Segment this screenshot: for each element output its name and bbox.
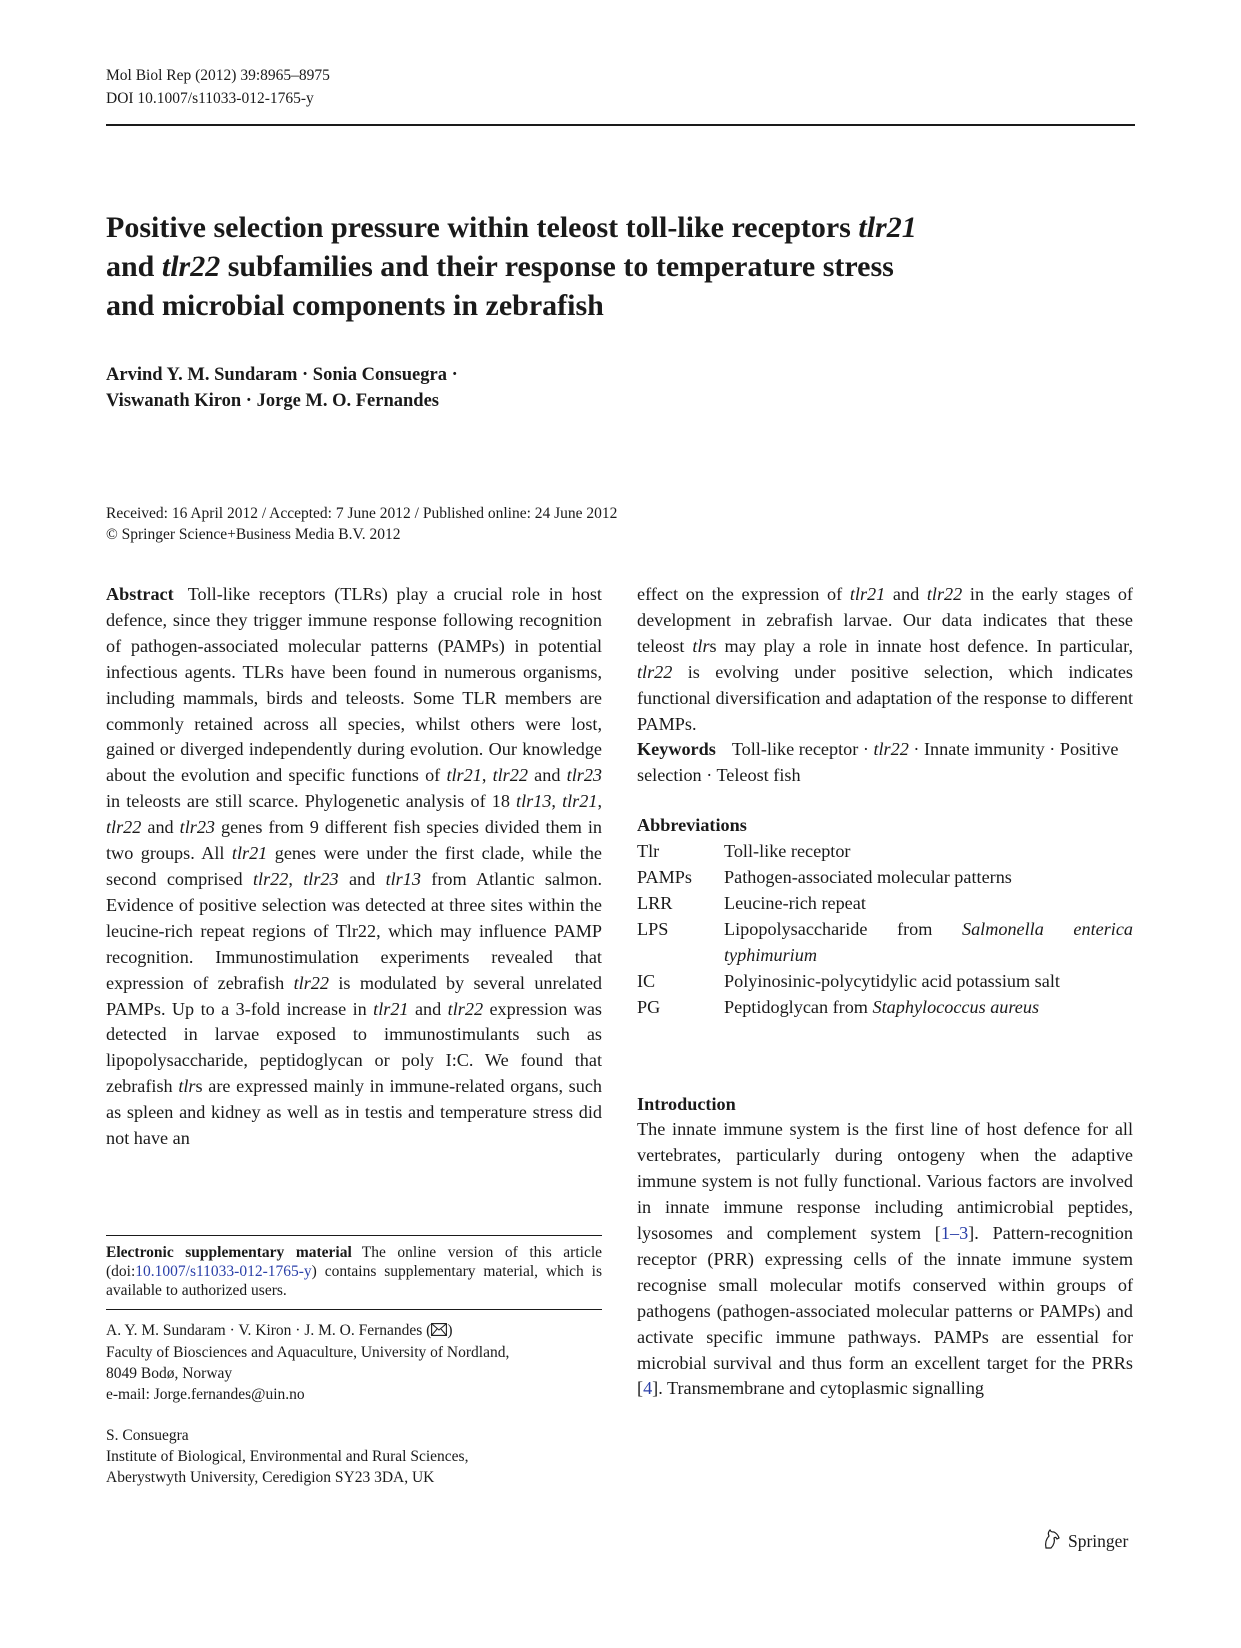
springer-horse-icon xyxy=(1042,1528,1062,1555)
publication-dates: Received: 16 April 2012 / Accepted: 7 June 2012 / Published online: 24 June 2012 © Springer Science+Business Media B.V. 2012 xyxy=(106,505,618,543)
journal-header xyxy=(106,64,330,110)
abstract-continued: effect on the expression of tlr21 and tlr22 in the early stages of development in zebrafish larvae. Our data indicates that these teleost tlrs may play a role in innate host defence. In particular, tlr22 is evolving under positive selection, which indicates functional diversification and adaptation of the response to different PAMPs. xyxy=(637,584,1133,734)
springer-logo: Springer xyxy=(1042,1528,1128,1555)
abbreviations-heading: Abbreviations xyxy=(637,815,747,836)
footnote-rule xyxy=(106,1235,602,1236)
citation-link[interactable]: 1–3 xyxy=(940,1223,969,1244)
citation-link[interactable]: 4 xyxy=(643,1378,653,1399)
keywords: Keywords Toll-like receptor · tlr22 · Innate immunity · Positive selection · Teleost fish xyxy=(637,739,1119,786)
envelope-icon[interactable] xyxy=(431,1321,447,1342)
header-rule xyxy=(106,124,1135,126)
abstract: Abstract Toll-like receptors (TLRs) play a crucial role in host defence, since they trigger immune response following recognition of pathogen-associated molecular patterns (PAMPs) in potential infectious agents. TLRs have been found in numerous organisms, including mammals, birds and teleosts. Some TLR members are commonly retained across all species, whilst others were lost, gained or diverged independently during evolution. Our knowledge about the evolution and specific functions of tlr21, tlr22 and tlr23 in teleosts are still scarce. Phylogenetic analysis of 18 tlr13, tlr21, tlr22 and tlr23 genes from 9 different fish species divided them in two groups. All tlr21 genes were under the first clade, while the second comprised tlr22, tlr23 and tlr13 from Atlantic salmon. Evidence of positive selection was detected at three sites within the leucine-rich repeat regions of Tlr22, which may influence PAMP recognition. Immunostimulation experiments revealed that expression of zebrafish tlr22 is modulated by several unrelated PAMPs. Up to a 3-fold increase in tlr21 and tlr22 expression was detected in larvae exposed to immunostimulants such as lipopolysaccharide, peptidoglycan or poly I:C. We found that zebrafish tlrs are expressed mainly in immune-related organs, such as spleen and kidney as well as in testis and temperature stress did not have an xyxy=(106,584,603,1149)
right-column xyxy=(637,582,1133,1402)
abstract-heading: Abstract xyxy=(106,584,174,604)
author-list: Arvind Y. M. Sundaram · Sonia Consuegra · Viswanath Kiron · Jorge M. O. Fernandes xyxy=(106,365,458,411)
affiliation-rule xyxy=(106,1309,602,1310)
introduction-text: The innate immune system is the first line of host defence for all vertebrates, particularly during ontogeny when the adaptive immune system is not fully functional. Various factors are involved in innate immune response including antimicrobial peptides, lysosomes and complement system [1–3]. Pattern-recognition receptor (PRR) expressing cells of the innate immune system recognise small molecular motifs conserved within groups of pathogens (pathogen-associated molecular patterns or PAMPs) and activate specific immune pathways. PAMPs are essential for microbial survival and thus form an excellent target for the PRRs [4]. Transmembrane and cytoplasmic signalling xyxy=(637,1119,1133,1399)
keywords-heading: Keywords xyxy=(637,739,716,760)
abbreviation-row: IC Polyinosinic-polycytidylic acid potassium salt xyxy=(637,970,1060,991)
article-title: Positive selection pressure within teleost toll-like receptors tlr21 and tlr22 subfamilies and their response to temperature stress and microbial components in zebrafish xyxy=(106,211,917,322)
affiliation-1: A. Y. M. Sundaram · V. Kiron · J. M. O. Fernandes ( ) Faculty of Biosciences and Aquaculture, University of Nordland, 8049 Bodø, Norway e-mail: Jorge.fernandes@uin.no xyxy=(106,1320,602,1405)
introduction-heading: Introduction xyxy=(637,1093,736,1114)
abbreviation-row: LPS Lipopolysaccharide from Salmonella enterica typhimurium xyxy=(637,918,1133,965)
supplementary-note: Electronic supplementary material The online version of this article (doi:10.1007/s11033-012-1765-y) contains supplementary material, which is available to authorized users. xyxy=(106,1244,603,1299)
abbreviations-list xyxy=(637,839,1133,1020)
abbreviation-row: LRR Leucine-rich repeat xyxy=(637,892,866,913)
abbreviation-row: PG Peptidoglycan from Staphylococcus aureus xyxy=(637,996,1040,1017)
journal-doi: DOI 10.1007/s11033-012-1765-y xyxy=(106,90,314,107)
abbreviation-row: Tlr Toll-like receptor xyxy=(637,841,851,862)
doi-link[interactable]: 10.1007/s11033-012-1765-y xyxy=(135,1263,312,1280)
abbreviation-row: PAMPs Pathogen-associated molecular patterns xyxy=(637,867,1012,888)
journal-citation: Mol Biol Rep (2012) 39:8965–8975 xyxy=(106,67,330,84)
email-address[interactable]: e-mail: Jorge.fernandes@uin.no xyxy=(106,1386,305,1403)
affiliation-2: S. Consuegra Institute of Biological, Environmental and Rural Sciences, Aberystwyth University, Ceredigion SY23 3DA, UK xyxy=(106,1427,469,1486)
left-column xyxy=(106,582,602,1152)
